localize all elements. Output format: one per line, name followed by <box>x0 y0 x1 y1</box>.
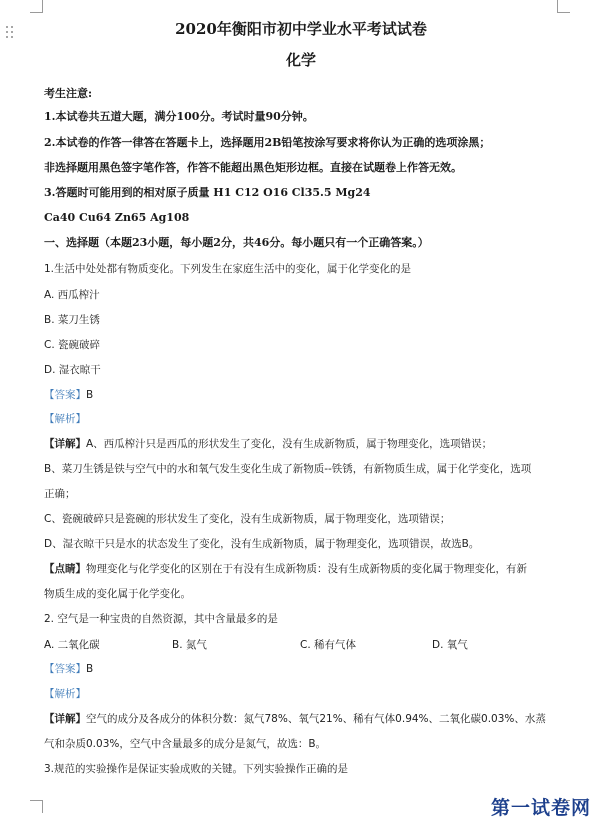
question-1-detail-line-1: 【详解】A、西瓜榨汁只是西瓜的形状发生了变化，没有生成新物质，属于物理变化，选项错误； <box>44 438 493 450</box>
notice-item-1: 1.本试卷共五道大题，满分100分。考试时量90分钟。 <box>44 110 314 123</box>
question-1-option-b: B. 菜刀生锈 <box>44 314 100 326</box>
question-1-answer <box>44 388 93 402</box>
question-1-option-d: D. 湿衣晾干 <box>44 364 101 376</box>
page-corner-mark <box>30 0 43 13</box>
question-1-tip-line-2: 物质生成的变化属于化学变化。 <box>44 588 191 600</box>
question-3-stem: 3.规范的实验操作是保证实验成败的关键。下列实验操作正确的是 <box>44 763 349 775</box>
exam-title: 2020年衡阳市初中学业水平考试试卷 <box>175 20 427 38</box>
question-1-detail-line-2: B、菜刀生锈是铁与空气中的水和氧气发生变化生成了新物质--铁锈，有新物质生成，属于化学变化，选项 <box>44 463 532 475</box>
question-1-detail-line-3: 正确； <box>44 488 76 500</box>
detail-tag: 【详解】 <box>44 713 86 725</box>
drag-handle-icon[interactable] <box>6 26 16 42</box>
question-1-detail-line-5: D、湿衣晾干只是水的状态发生了变化，没有生成新物质，属于物理变化，选项错误，故选B。 <box>44 538 480 550</box>
site-watermark: 第一试卷网 <box>490 797 591 819</box>
question-1-stem: 1.生活中处处都有物质变化。下列发生在家庭生活中的变化，属于化学变化的是 <box>44 263 412 275</box>
question-1-analysis-tag: 【解析】 <box>44 413 86 425</box>
question-1-option-a: A. 西瓜榨汁 <box>44 289 100 301</box>
subject-title: 化学 <box>285 51 316 69</box>
page-corner-mark <box>557 0 570 13</box>
tip-tag: 【点睛】 <box>44 563 86 575</box>
section-heading: 一、选择题（本题23小题，每小题2分，共46分。每小题只有一个正确答案。） <box>44 236 429 249</box>
notice-heading: 考生注意: <box>44 87 93 100</box>
notice-item-3-line-1: 3.答题时可能用到的相对原子质量 H1 C12 O16 Cl35.5 Mg24 <box>44 186 371 199</box>
question-2-option-c: C. 稀有气体 <box>300 639 357 651</box>
detail-tag: 【详解】 <box>44 438 86 450</box>
question-2-detail-line-1: 【详解】空气的成分及各成分的体积分数：氮气78%、氧气21%、稀有气体0.94%、二氧化碳0.03%、水蒸 <box>44 713 546 725</box>
notice-item-3-line-2: Ca40 Cu64 Zn65 Ag108 <box>44 211 190 224</box>
notice-item-2-line-2: 非选择题用黑色签字笔作答，作答不能超出黑色矩形边框。直接在试题卷上作答无效。 <box>44 161 462 174</box>
question-2-option-d: D. 氧气 <box>432 639 468 651</box>
question-1-tip-line-1: 【点睛】物理变化与化学变化的区别在于有没有生成新物质：没有生成新物质的变化属于物理变化，有新 <box>44 563 527 575</box>
question-2-analysis-tag: 【解析】 <box>44 688 86 700</box>
question-2-answer <box>44 662 93 676</box>
question-1-detail-line-4: C、瓷碗破碎只是瓷碗的形状发生了变化，没有生成新物质，属于物理变化，选项错误； <box>44 513 451 525</box>
question-1-option-c: C. 瓷碗破碎 <box>44 339 101 351</box>
page-corner-mark <box>30 800 43 813</box>
question-2-option-b: B. 氮气 <box>172 639 207 651</box>
answer-value: B <box>86 389 94 401</box>
answer-value: B <box>86 663 94 675</box>
answer-tag: 【答案】 <box>44 389 86 401</box>
question-2-stem: 2. 空气是一种宝贵的自然资源，其中含量最多的是 <box>44 613 278 625</box>
question-2-detail-line-2: 气和杂质0.03%，空气中含量最多的成分是氮气，故选：B。 <box>44 738 327 750</box>
notice-item-2-line-1: 2.本试卷的作答一律答在答题卡上，选择题用2B铅笔按涂写要求将你认为正确的选项涂黑； <box>44 136 491 149</box>
answer-tag: 【答案】 <box>44 663 86 675</box>
question-2-option-a: A. 二氧化碳 <box>44 639 100 651</box>
